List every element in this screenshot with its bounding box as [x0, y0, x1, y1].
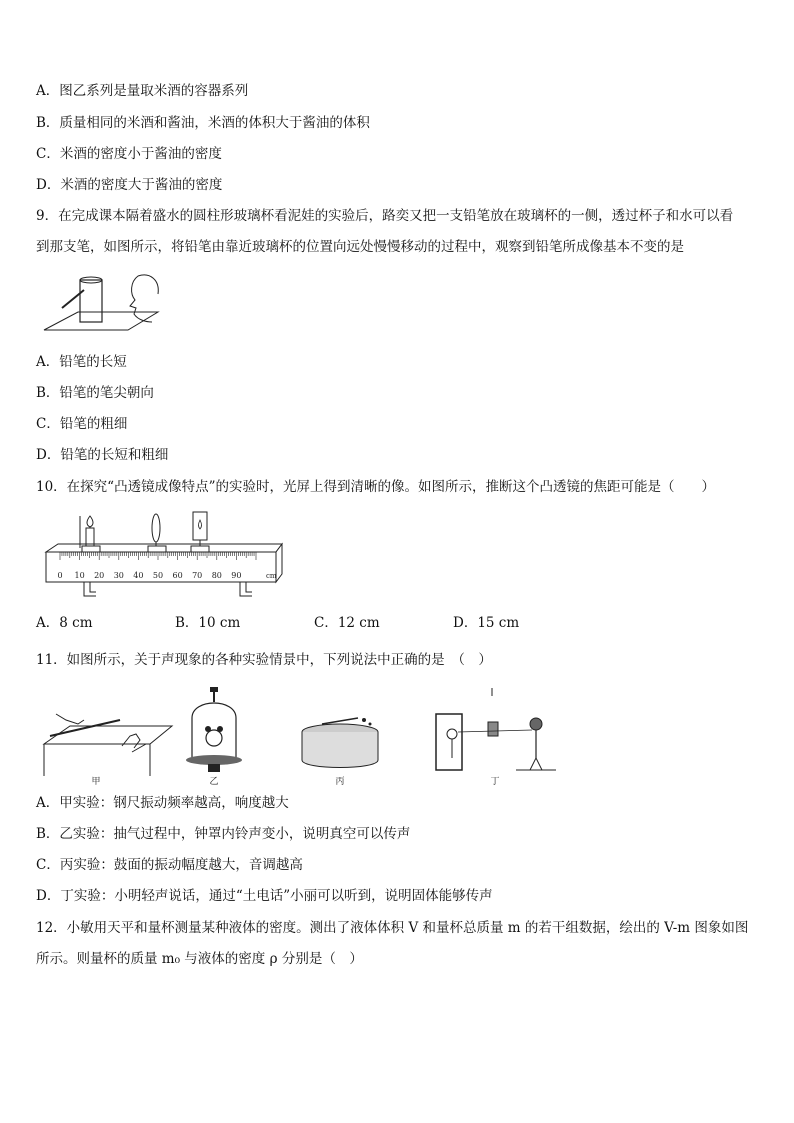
q11-stem: 11．如图所示，关于声现象的各种实验情景中，下列说法中正确的是 （ ） [36, 652, 492, 668]
q8-option-b: B．质量相同的米酒和酱油，米酒的体积大于酱油的体积 [36, 115, 370, 131]
ruler-tick-label: 10 [74, 571, 85, 580]
q11-sound-experiments-figure [40, 684, 560, 788]
q11-option-c: C．丙实验：鼓面的振动幅度越大，音调越高 [36, 857, 303, 873]
q10-stem: 10．在探究“凸透镜成像特点”的实验时，光屏上得到清晰的像。如图所示，推断这个凸透镜的焦距可能是（ ） [36, 479, 715, 495]
q11-caption-yi: 乙 [209, 777, 219, 787]
q11-figure-bing [302, 718, 378, 768]
q11-option-d: D．丁实验：小明轻声说话，通过“土电话”小丽可以听到，说明固体能够传声 [36, 888, 493, 904]
q8-option-c: C．米酒的密度小于酱油的密度 [36, 146, 222, 162]
q9-option-b: B．铅笔的笔尖朝向 [36, 385, 154, 401]
q11-option-b: B．乙实验：抽气过程中，钟罩内铃声变小，说明真空可以传声 [36, 826, 411, 842]
q11-figure-yi [186, 687, 242, 772]
q11-caption-ding: 丁 [490, 777, 500, 787]
q8-option-a: A．图乙系列是量取米酒的容器系列 [36, 83, 249, 99]
q10-option-c: C．12 cm [314, 615, 380, 631]
q12-stem-line1: 12．小敏用天平和量杯测量某种液体的密度。测出了液体体积 V 和量杯总质量 m 的若干组数据，绘出的 V-m 图象如图 [36, 920, 749, 936]
q9-stem-line1: 9．在完成课本隔着盛水的圆柱形玻璃杯看泥娃的实验后，路奕又把一支铅笔放在玻璃杯的一侧，透过杯子和水可以看 [36, 208, 734, 224]
ruler-unit-label: cm [266, 572, 277, 580]
q11-option-a: A．甲实验：钢尺振动频率越高，响度越大 [36, 795, 289, 811]
ruler-tick-label: 40 [133, 571, 144, 580]
ruler-tick-label: 0 [57, 571, 63, 580]
ruler-tick-label: 70 [192, 571, 203, 580]
ruler-tick-label: 30 [113, 571, 124, 580]
q11-caption-bing: 丙 [335, 777, 345, 787]
ruler-tick-label: 80 [211, 571, 222, 580]
q11-figure-ding [436, 688, 556, 770]
q9-option-c: C．铅笔的粗细 [36, 416, 128, 432]
q9-stem-line2: 到那支笔，如图所示，将铅笔由靠近玻璃杯的位置向远处慢慢移动的过程中，观察到铅笔所成像基本不变的是 [36, 239, 684, 255]
ruler-tick-label: 20 [94, 571, 105, 580]
ruler-tick-label: 50 [152, 571, 164, 580]
q8-option-d: D．米酒的密度大于酱油的密度 [36, 177, 223, 193]
q11-caption-jia: 甲 [91, 777, 101, 787]
q9-option-d: D．铅笔的长短和粗细 [36, 447, 169, 463]
q11-figure-jia [44, 714, 172, 776]
ruler-tick-label: 90 [231, 571, 242, 580]
q10-optical-bench-figure [40, 508, 290, 604]
q12-stem-line2: 所示。则量杯的质量 m₀ 与液体的密度 ρ 分别是（ ） [36, 951, 363, 967]
q10-option-a: A．8 cm [36, 615, 93, 631]
ruler-tick-label: 60 [172, 571, 183, 580]
q9-glass-pencil-figure [38, 272, 168, 334]
q10-option-b: B．10 cm [175, 615, 241, 631]
q10-option-d: D．15 cm [453, 615, 520, 631]
q9-option-a: A．铅笔的长短 [36, 354, 127, 370]
